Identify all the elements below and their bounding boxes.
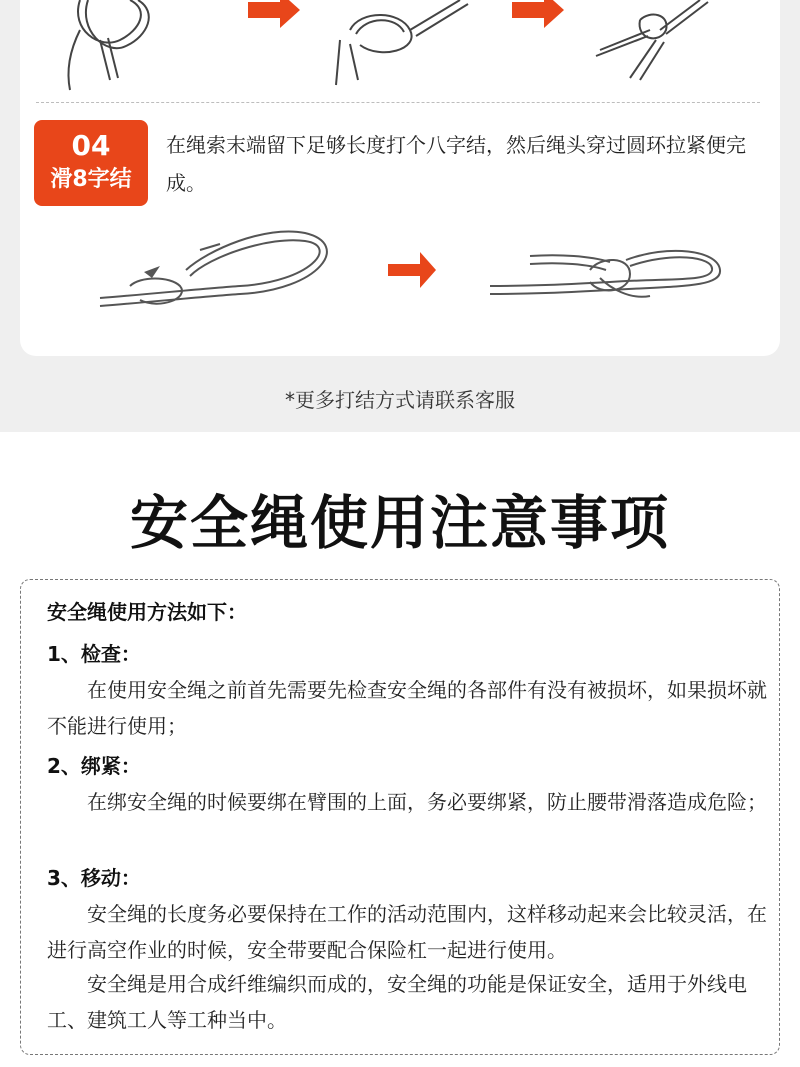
knot-illustration-top xyxy=(40,0,760,95)
step-number: 04 xyxy=(71,129,111,162)
item-text-move: 安全绳的长度务必要保持在工作的活动范围内，这样移动起来会比较灵活，在进行高空作业的时候，安全带要配合保险杠一起进行使用。 xyxy=(47,902,767,962)
closing-paragraph: 安全绳是用合成纤维编织而成的，安全绳的功能是保证安全，适用于外线电工、建筑工人等工种当中。 xyxy=(47,972,747,1032)
more-knots-note: *更多打结方式请联系客服 xyxy=(285,388,515,412)
section-title: 安全绳使用注意事项 xyxy=(129,489,670,557)
notice-box xyxy=(20,579,780,1055)
step-badge xyxy=(34,120,148,206)
item-title-move: 3、移动： xyxy=(47,866,141,890)
item-title-tighten: 2、绑紧： xyxy=(47,754,141,778)
step-description: 在绳索末端留下足够长度打个八字结，然后绳头穿过圆环拉紧便完成。 xyxy=(166,133,746,195)
item-title-check: 1、检查： xyxy=(47,642,141,666)
item-text-check: 在使用安全绳之前首先需要先检查安全绳的各部件有没有被损坏，如果损坏就不能进行使用； xyxy=(47,678,767,738)
notice-heading: 安全绳使用方法如下： xyxy=(47,600,247,624)
step-name: 滑8字结 xyxy=(50,167,132,192)
step-divider xyxy=(36,102,760,103)
item-text-tighten: 在绑安全绳的时候要绑在臂围的上面，务必要绑紧，防止腰带滑落造成危险； xyxy=(87,790,767,814)
figure-eight-knot-illustration xyxy=(90,226,730,326)
